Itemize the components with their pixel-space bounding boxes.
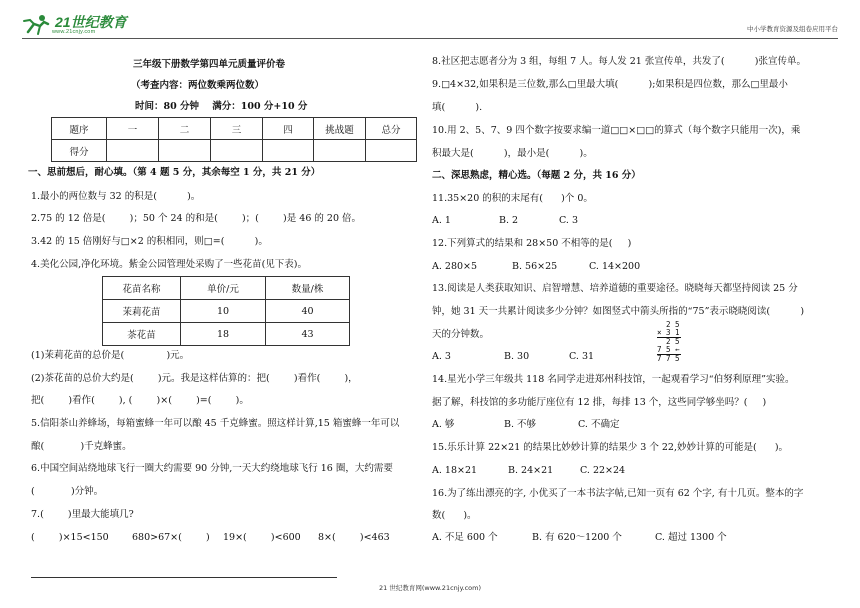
question-12-option-a[interactable]: A. 280×5	[432, 261, 478, 272]
header-divider	[22, 38, 838, 39]
score-header-cell: 三	[211, 118, 263, 140]
flower-cell: 18	[181, 323, 266, 346]
question-12-option-c[interactable]: C. 14×200	[589, 261, 641, 272]
runner-logo-icon	[22, 14, 52, 36]
question-14-option-c[interactable]: C. 不确定	[578, 419, 620, 430]
calc-row: 2 5	[657, 320, 680, 329]
question-10: 10.用 2、5、7、9 四个数字按要求编一道□□×□□的算式（每个数字只能用一次)，乘	[432, 125, 801, 136]
question-11-option-a[interactable]: A. 1	[432, 215, 451, 226]
question-15-option-b[interactable]: B. 24×21	[508, 465, 554, 476]
flower-header-cell: 数量/株	[266, 277, 350, 300]
flower-header-cell: 单价/元	[181, 277, 266, 300]
score-header-cell: 总分	[366, 118, 417, 140]
flower-cell: 10	[181, 300, 266, 323]
logo-url: www.21cnjy.com	[52, 29, 96, 35]
score-input-cell[interactable]	[263, 140, 314, 162]
question-7-item: 680>67×( )	[132, 532, 210, 543]
score-header-cell: 二	[159, 118, 211, 140]
question-13-cont-2: 天的分钟数。	[432, 329, 490, 340]
score-header-cell: 四	[263, 118, 314, 140]
score-input-cell[interactable]	[107, 140, 159, 162]
question-16-option-c[interactable]: C. 超过 1300 个	[655, 532, 727, 543]
question-4-2: (2)茶花苗的总价大约是( )元。我是这样估算的：把( )看作( )，	[31, 373, 358, 384]
question-16-option-b[interactable]: B. 有 620～1200 个	[532, 532, 622, 543]
section1-heading: 一、思前想后，耐心填。（第 4 题 5 分，其余每空 1 分，共 21 分）	[28, 167, 321, 178]
question-6-cont: ( )分钟。	[31, 486, 104, 497]
exam-title: 三年级下册数学第四单元质量评价卷	[133, 59, 286, 70]
question-12: 12.下列算式的结果和 28×50 不相等的是( )	[432, 238, 632, 249]
question-14: 14.星光小学三年级共 118 名同学走进郑州科技馆，一起观看学习“伯努利原理”实验。	[432, 374, 795, 385]
flower-cell: 茉莉花苗	[103, 300, 181, 323]
flower-table	[102, 276, 350, 346]
question-2: 2.75 的 12 倍是( )；50 个 24 的和是( )；( )是 46 的 20 倍。	[31, 213, 362, 224]
question-8: 8.社区把志愿者分为 3 组，每组 7 人。每人发 21 张宣传单，共发了( )张宣传单。	[432, 56, 806, 67]
question-4-1: (1)茉莉花苗的总价是( )元。	[31, 350, 190, 361]
calc-row-arrow: 7 5 ←	[657, 345, 680, 354]
page-footer: 21 世纪教育网(www.21cnjy.com)	[379, 584, 481, 592]
logo-text: 21世纪教育	[55, 14, 127, 30]
flower-cell: 43	[266, 323, 350, 346]
calc-row: × 3 1	[657, 328, 680, 337]
question-1: 1.最小的两位数与 32 的积是( )。	[31, 191, 201, 202]
question-9: 9.□4×32,如果积是三位数,那么□里最大填( );如果积是四位数，那么□里最小	[432, 79, 788, 90]
score-table	[51, 117, 417, 162]
question-14-cont: 据了解，科技馆的多功能厅座位有 12 排，每排 13 个，这些同学够坐吗？( )	[432, 397, 767, 408]
question-5: 5.信阳茶山养蜂场，每箱蜜蜂一年可以酿 45 千克蜂蜜。照这样计算,15 箱蜜蜂一年可以	[31, 418, 400, 429]
exam-time-info: 时间：80 分钟 满分：100 分+10 分	[135, 101, 308, 112]
flower-cell: 茶花苗	[103, 323, 181, 346]
calc-row: 7 7 5	[657, 354, 680, 363]
question-15: 15.乐乐计算 22×21 的结果比妙妙计算的结果少 3 个 22,妙妙计算的可能是( )。	[432, 442, 789, 453]
question-15-option-a[interactable]: A. 18×21	[432, 465, 478, 476]
question-13-option-c[interactable]: C. 31	[569, 351, 595, 362]
question-6: 6.中国空间站绕地球飞行一圈大约需要 90 分钟,一天大约绕地球飞行 16 圈，大约需要	[31, 463, 393, 474]
score-header-cell: 一	[107, 118, 159, 140]
flower-header-cell: 花苗名称	[103, 277, 181, 300]
question-11: 11.35×20 的积的末尾有( )个 0。	[432, 193, 593, 204]
score-input-cell[interactable]	[159, 140, 211, 162]
question-4: 4.美化公园,净化环境。紫金公园管理处采购了一些花苗(见下表)。	[31, 259, 307, 270]
exam-subtitle: （考查内容：两位数乘两位数）	[131, 80, 265, 91]
question-13-cont: 钟，她 31 天一共累计阅读多少分钟？如图竖式中箭头所指的“75”表示晓晓阅读( )	[432, 306, 805, 317]
question-13-option-a[interactable]: A. 3	[432, 351, 451, 362]
question-7: 7.( )里最大能填几?	[31, 509, 134, 520]
score-input-cell[interactable]	[211, 140, 263, 162]
question-9-cont: 填( ).	[432, 102, 483, 113]
question-11-option-c[interactable]: C. 3	[559, 215, 579, 226]
question-5-cont: 酿( )千克蜂蜜。	[31, 441, 132, 452]
platform-text: 中小学教育资源及组卷应用平台	[747, 25, 838, 33]
score-input-cell[interactable]	[366, 140, 417, 162]
question-16-cont: 数( )。	[432, 510, 477, 521]
question-11-option-b[interactable]: B. 2	[499, 215, 519, 226]
score-input-cell[interactable]	[314, 140, 366, 162]
question-14-option-b[interactable]: B. 不够	[504, 419, 537, 430]
question-7-item: 8×( )<463	[318, 532, 390, 543]
score-row-label: 得分	[52, 140, 107, 162]
question-15-option-c[interactable]: C. 22×24	[580, 465, 626, 476]
vertical-multiplication	[657, 321, 681, 363]
question-16: 16.为了练出漂亮的字, 小优买了一本书法字帖,已知一页有 62 个字, 有十几页。整本的字	[432, 488, 804, 499]
question-7-item: ( )×15<150	[31, 532, 109, 543]
footer-divider	[31, 577, 337, 578]
question-14-option-a[interactable]: A. 够	[432, 419, 455, 430]
question-12-option-b[interactable]: B. 56×25	[512, 261, 558, 272]
question-4-2-cont: 把( )看作( ), ( )×( )=( )。	[31, 395, 249, 406]
question-3: 3.42 的 15 倍刚好与□×2 的积相同，则□=( )。	[31, 236, 268, 247]
flower-cell: 40	[266, 300, 350, 323]
site-logo	[22, 14, 127, 36]
question-16-option-a[interactable]: A. 不足 600 个	[432, 532, 498, 543]
section2-heading: 二、深思熟虑，精心选。（每题 2 分，共 16 分）	[432, 170, 641, 181]
score-header-cell: 题序	[52, 118, 107, 140]
calc-row: 2 5	[657, 337, 680, 346]
question-13-option-b[interactable]: B. 30	[504, 351, 530, 362]
score-header-cell: 挑战题	[314, 118, 366, 140]
question-10-cont: 积最大是( )，最小是( )。	[432, 148, 593, 159]
question-13: 13.阅读是人类获取知识、启智增慧、培养道德的重要途径。晓晓每天都坚持阅读 25 分	[432, 283, 798, 294]
question-7-item: 19×( )<600	[223, 532, 301, 543]
